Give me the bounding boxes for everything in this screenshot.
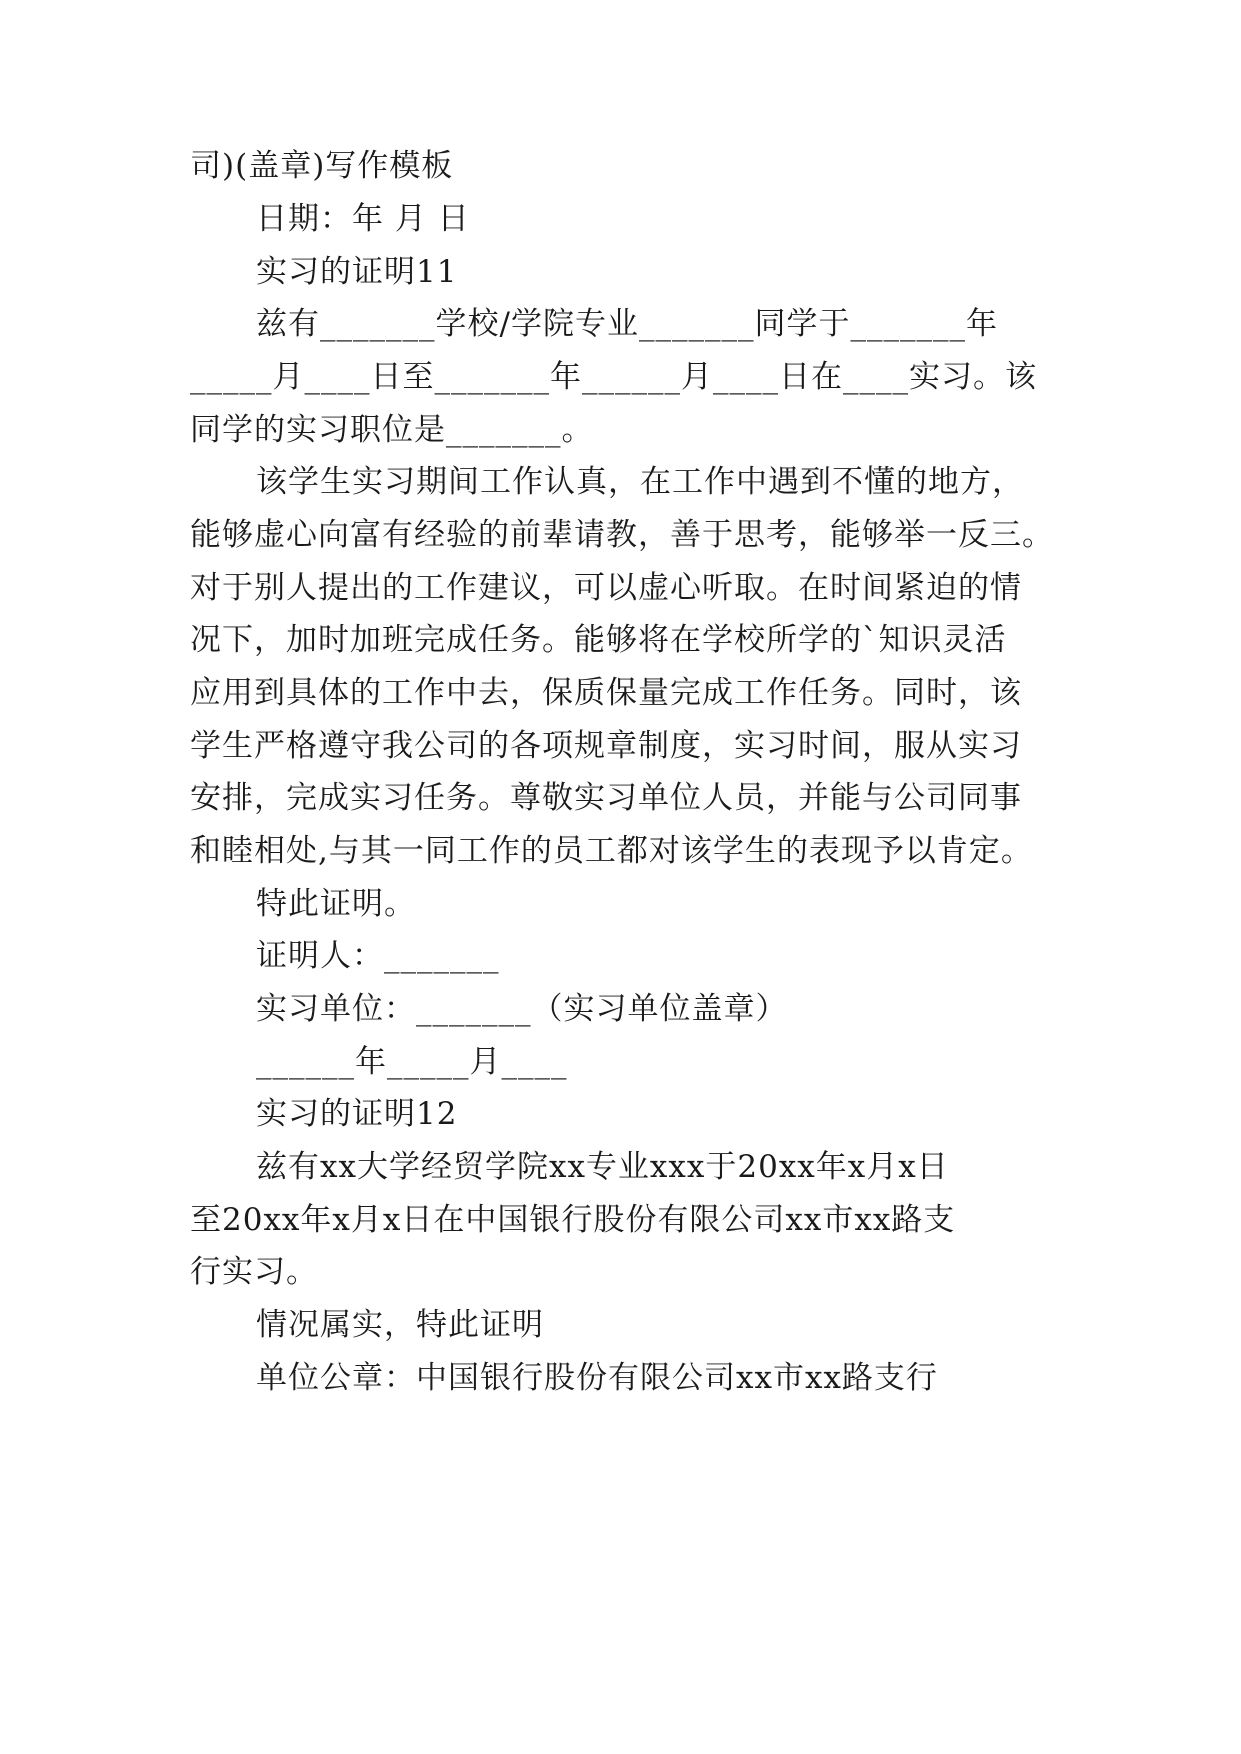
- text-line: 应用到具体的工作中去，保质保量完成工作任务。同时，该: [190, 675, 1022, 711]
- section-heading: 实习的证明12: [256, 1096, 458, 1132]
- text-line: 能够虚心向富有经验的前辈请教，善于思考，能够举一反三。: [190, 517, 1054, 553]
- text-line: 兹有xx大学经贸学院xx专业xxx于20xx年x月x日: [256, 1149, 949, 1185]
- text-line: 兹有_______学校/学院专业_______同学于_______年: [256, 306, 998, 342]
- certifier-line: 证明人：_______: [256, 938, 500, 974]
- date-line: 日期：年 月 日: [256, 201, 470, 237]
- date-line: ______年_____月____: [256, 1044, 568, 1080]
- text-line: 至20xx年x月x日在中国银行股份有限公司xx市xx路支: [190, 1202, 956, 1238]
- text-line: 况下，加时加班完成任务。能够将在学校所学的`知识灵活: [190, 622, 1007, 658]
- seal-line: 单位公章：中国银行股份有限公司xx市xx路支行: [256, 1360, 938, 1396]
- text-line: 该学生实习期间工作认真，在工作中遇到不懂的地方，: [256, 464, 1024, 500]
- text-line: 学生严格遵守我公司的各项规章制度，实习时间，服从实习: [190, 728, 1022, 764]
- text-line: 对于别人提出的工作建议，可以虚心听取。在时间紧迫的情: [190, 570, 1022, 606]
- text-line: 情况属实，特此证明: [256, 1307, 544, 1343]
- text-line: 同学的实习职位是_______。: [190, 412, 594, 448]
- internship-unit-line: 实习单位：_______（实习单位盖章）: [256, 991, 788, 1027]
- text-line: 和睦相处,与其一同工作的员工都对该学生的表现予以肯定。: [190, 833, 1033, 869]
- text-line: _____月____日至_______年______月____日在____实习。该: [190, 359, 1037, 395]
- text-line: 司)(盖章)写作模板: [190, 148, 454, 184]
- text-line: 行实习。: [190, 1254, 318, 1290]
- text-line: 安排，完成实习任务。尊敬实习单位人员，并能与公司同事: [190, 780, 1022, 816]
- section-heading: 实习的证明11: [256, 254, 458, 290]
- text-line: 特此证明。: [256, 886, 416, 922]
